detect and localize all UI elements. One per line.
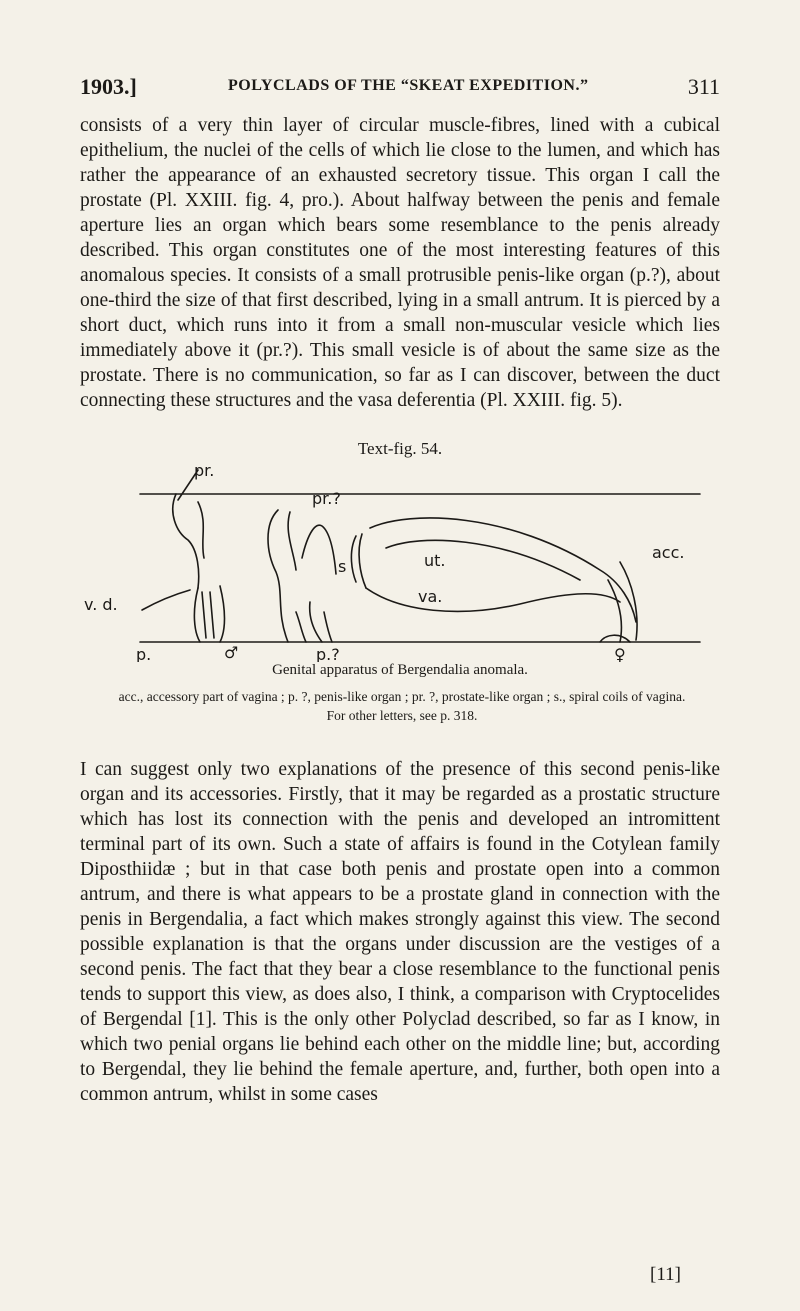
uterus-inner bbox=[386, 540, 580, 580]
genital-apparatus-figure bbox=[80, 462, 720, 662]
figure-caption: Genital apparatus of Bergendalia anomala. bbox=[272, 662, 528, 678]
label-vd: v. d. bbox=[84, 595, 118, 614]
vagina bbox=[366, 588, 620, 611]
header-year: 1903.] bbox=[80, 74, 137, 99]
penis-drawing bbox=[194, 586, 224, 642]
label-pr-q: pr.? bbox=[312, 489, 341, 508]
label-p: p. bbox=[136, 645, 152, 662]
label-va: va. bbox=[418, 587, 443, 606]
figure-title: Text-fig. 54. bbox=[357, 439, 443, 458]
label-pr: pr. bbox=[194, 462, 215, 480]
label-ut: ut. bbox=[424, 551, 446, 570]
vas-deferens bbox=[142, 590, 190, 610]
penis-like-organ bbox=[296, 602, 332, 642]
accessory-vagina bbox=[608, 562, 637, 642]
page-number: [11] bbox=[650, 1264, 681, 1285]
female-pore bbox=[600, 635, 630, 642]
prostate-like-organ bbox=[268, 510, 296, 642]
label-male: ♂ bbox=[224, 643, 239, 662]
label-p-q: p.? bbox=[316, 645, 340, 662]
header-page-number: 311 bbox=[687, 74, 720, 99]
spiral-coils bbox=[351, 534, 366, 588]
paragraph-2: I can suggest only two explanations of the presence of this second penis-like organ and its accessories. Firstly, that it may be regarded as a prostatic structure which has lost its connection with the penis and developed an intromittent terminal part of its own. Such a state of affairs is found in the Cotylean family Diposthiidæ ; but in that case both penis and prostate open into a common antrum, and there is what appears to be a prostate gland in connection with the penis in Bergendalia, a fact which makes strongly against this view. The second possible explanation is that the organs under discussion are the vestiges of a second penis. The fact that they bear a close resemblance to the functional penis tends to support this view, as does also, I think, a comparison with Cryptocelides of Bergendal [1]. This is the only other Polyclad described, so far as I know, in which two penial organs lie behind each other on the middle line; but, according to Bergendal, they lie behind the female aperture, and, further, both open into a common antrum, whilst in some cases bbox=[80, 759, 720, 1105]
label-s: s bbox=[338, 557, 347, 576]
paragraph-1: consists of a very thin layer of circular muscle-fibres, lined with a cubical epithelium, the nuclei of the cells of which lie close to the lumen, and which has rather the appearance of an exhausted secretory tissue. This organ I call the prostate (Pl. XXIII. fig. 4, pro.). About halfway between the penis and female aperture lies an organ which bears some resemblance to the penis already described. This organ constitutes one of the most interesting features of this anomalous species. It consists of a small protrusible penis-like organ (p.?), about one-third the size of that first described, lying in a small antrum. It is pierced by a short duct, which runs into it from a small non-muscular vesicle which lies immediately above it (pr.?). This small vesicle is of about the same size as the prostate. There is no communication, so far as I can discover, between the duct connecting these structures and the vasa deferentia (Pl. XXIII. fig. 5). bbox=[80, 115, 720, 411]
label-acc: acc. bbox=[652, 543, 685, 562]
antrum bbox=[302, 525, 336, 574]
label-female: ♀ bbox=[614, 645, 626, 662]
header-title: POLYCLADS OF THE “SKEAT EXPEDITION.” bbox=[228, 77, 589, 94]
prostate-drawing bbox=[173, 470, 204, 588]
running-header bbox=[80, 74, 720, 104]
figure-legend: acc., accessory part of vagina ; p. ?, penis-like organ ; pr. ?, prostate-like organ ; s., spiral coils of vagina. For other letters, see p. 318. bbox=[118, 689, 686, 723]
